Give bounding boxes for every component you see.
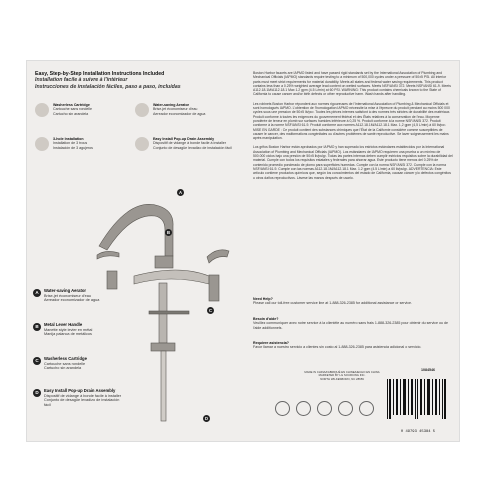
feature-water-saving-aerator bbox=[135, 103, 225, 117]
legend-fr: Cartouche sans rondelle bbox=[44, 361, 86, 366]
legend-b bbox=[33, 323, 124, 337]
heading-fr: Installation facile à suivre à l'intérieur bbox=[35, 77, 128, 84]
model-number: 1084546 bbox=[421, 368, 435, 372]
install-headings bbox=[35, 71, 240, 90]
legend-title: Metal Lever Handle bbox=[44, 322, 83, 327]
feature-es: Aereador economizador de agua bbox=[153, 111, 206, 116]
callout-a: A bbox=[178, 190, 183, 195]
lead-free-icon bbox=[317, 401, 332, 416]
made-in-text: MADE IN CHINA/FABRIQUÉ EN CHINE/HECHO EN CHINA MARKETED BY LG SOURCING INC. NORTH WILKESBORO, NC 28659 bbox=[304, 370, 380, 381]
help-fr bbox=[253, 317, 453, 330]
legend-c bbox=[33, 357, 124, 371]
cartridge-icon bbox=[35, 103, 49, 117]
legend-letter: B bbox=[33, 323, 41, 331]
feature-es: Conjunto de desagüe levadizo de instalación fácil bbox=[153, 145, 232, 150]
feature-3-hole bbox=[35, 137, 125, 151]
legend-fr: Brise-jet économiseur d'eau bbox=[44, 293, 91, 298]
iapmo-cert-icon bbox=[275, 401, 290, 416]
heading-en: Easy, Step-by-Step Installation Instructions Included bbox=[35, 71, 165, 77]
help-text: Please call our toll-free customer service line at 1-888-326-2385 for additional assistance or service. bbox=[253, 301, 413, 306]
california-warning-icon bbox=[359, 401, 374, 416]
compliance-es: Los grifos Boston Harbor están aprobados por IAPMO y han superado los estrictos estándares establecidos por la International Association of Plumbing and Mechanical Officials (IAPMO). Los estándares de IAPMO requieren una prueba a un mínimo de 500.000 ciclos bajo una presión de 50±5 lb/pulg². Todas las partes internas deben cumplir estrictos requisitos sobre la durabilidad del material. Cumple con todos los requisitos estatales y federales para ahorrar agua. Este producto tiene menos del 0.25% de contenido promedio ponderado de plomo para superficies humedas. Cumple con la norma NSF/ANSI 372. Cumple con la norma NSF/ANSI 61-9. Cumple con las normas A112.18.1M/A112.18.1 Max. 1.2 gpm (4.5 L/min) a 60 lb/pulg². ADVERTENCIA: Este artículo contiene productos químicos que, según los conocimientos del estado de California, causan cáncer y/o defectos congénitos u otros daños reproductivos. Lávese las manos después de usarlo. bbox=[253, 145, 453, 180]
callout-b: B bbox=[166, 230, 171, 235]
accessibility-icon bbox=[338, 401, 353, 416]
legend-a bbox=[33, 289, 124, 303]
legend-title: Washerless Cartridge bbox=[44, 356, 87, 361]
heading-es: Instrucciones de instalación fáciles, paso a paso, incluidas bbox=[35, 83, 181, 90]
faucet-deck bbox=[134, 270, 209, 284]
legend-title: Easy Install Pop-up Drain Assembly bbox=[44, 388, 116, 393]
legend-d bbox=[33, 389, 124, 407]
recycle-icon bbox=[296, 401, 311, 416]
help-text: Veuillez communiquer avec notre service à la clientèle au numéro sans frais 1-888-326-2385 pour obtenir du service ou de l'aide additionnels. bbox=[253, 321, 448, 330]
feature-drain bbox=[135, 137, 241, 151]
help-title: Besoin d'aide? bbox=[253, 317, 279, 321]
callout-c: C bbox=[208, 308, 213, 313]
legend-es: Manija palanca de metálicos bbox=[44, 332, 92, 337]
drain-icon bbox=[135, 137, 149, 151]
legend-letter: C bbox=[33, 357, 41, 365]
feature-title: Water-saving Aerator bbox=[153, 103, 190, 107]
three-hole-icon bbox=[35, 137, 49, 151]
feature-es: Cartucho sin arandela bbox=[53, 111, 89, 116]
drain-nut bbox=[151, 343, 175, 351]
left-valve bbox=[107, 271, 117, 289]
legend-letter: D bbox=[33, 389, 41, 397]
compliance-fr: Les robinets Boston Harbor répondent aux normes rigoureuses de l'International Association of Plumbing & Mechanical Officials et sont homologués IAPMO. L'obtention de l'homologation IAPMO nécessite la mise à l'épreuve du produit pendant au moins 500 000 cycles sous une pression de 50±5 lb/po². Toutes les pièces internes satisfont à des normes très strictes de durabilité des matériaux. Produit conforme à toutes les exigences du gouvernement fédéral et des États relatives à la conservation de l'eau. Moyenne pondérée de teneur en plomb sur surfaces humides inférieure à 0,25 %. Produit conforme à la norme NSF/ANSI 372. Produit conforme à la norme NSF/ANSI 61-9. Produit conforme aux normes A112.18.1M/A112.18.1 Max. 1,2 gpm (4,5 L/min) à 60 lb/po². MISE EN GARDE : Ce produit contient des substances chimiques que l'État de la Californie considère comme susceptibles de causer le cancer, des malformations congénitales ou d'autres problèmes de santé reproductive. Se laver soigneusement les mains après manipulation. bbox=[253, 101, 451, 141]
water-drop-icon bbox=[135, 103, 149, 117]
right-handle bbox=[207, 250, 229, 263]
callout-d: D bbox=[204, 416, 209, 421]
faucet-body bbox=[155, 256, 173, 268]
right-valve bbox=[209, 275, 219, 301]
feature-fr: Installation de 3 trous bbox=[53, 141, 88, 146]
feature-title: Easy Install Pop-up Drain Assembly bbox=[153, 137, 215, 141]
barcode bbox=[383, 375, 453, 435]
certification-marks bbox=[275, 401, 374, 416]
barcode-digits: 0 49793 45384 5 bbox=[400, 430, 436, 434]
legend-es: Conjunto de desagüe levadizo de instalación fácil bbox=[44, 398, 120, 407]
left-handle bbox=[97, 251, 119, 259]
compliance-text bbox=[253, 71, 453, 185]
legend-fr: Manette style levier en métal bbox=[44, 327, 93, 332]
legend-fr: Dispositif de vidange à bonde facile à installer bbox=[44, 393, 122, 398]
barcode-bars bbox=[383, 375, 453, 425]
legend-title: Water-saving Aerator bbox=[44, 288, 87, 293]
feature-es: Instalación de 3 agujeros bbox=[53, 145, 93, 150]
feature-washerless-cartridge bbox=[35, 103, 125, 117]
compliance-en: Boston Harbor faucets are IAPMO listed and have passed rigid standards set by the International Association of Plumbing and Mechanical Officials (IAPMO) standards require testing to a minimum of 500,000 cycles under a pressure of 50±5 PSI. All interior parts must meet strict requirements for material durability. Meets all states and federal water saving requirements. This product contains less than a 0.25% weighted average lead content on wetted surfaces. Meets NSF/ANSI 372. Meets NSF/ANSI 61-9. Meets A112.18.1M/A112.18.1 Max 1.2 gpm (4.5 L/min) at 60 PSI. WARNING: This product contains chemicals known to the State of California to cause cancer and/or birth defects or other reproductive harm. Wash hands after handling. bbox=[253, 71, 451, 97]
feature-fr: Cartouche sans rondelle bbox=[53, 107, 92, 112]
package-back-panel bbox=[26, 60, 460, 442]
legend-letter: A bbox=[33, 289, 41, 297]
legend-es: Cartucho sin arandela bbox=[44, 366, 82, 371]
help-title: Need Help? bbox=[253, 297, 273, 301]
drain-pipe bbox=[161, 351, 166, 421]
feature-title: 3-hole Installation bbox=[53, 137, 84, 141]
pivot-rod bbox=[149, 311, 189, 314]
faucet-spout bbox=[99, 204, 173, 256]
feature-title: Washerless Cartridge bbox=[53, 103, 90, 107]
help-en bbox=[253, 297, 453, 306]
help-es bbox=[253, 341, 453, 350]
legend-es: Aereador economizador de agua bbox=[44, 298, 100, 303]
help-title: Requiere asistencia? bbox=[253, 341, 289, 345]
feature-fr: Dispositif de vidange à bonde facile à installer bbox=[153, 141, 226, 146]
feature-fr: Brise-jet économiseur d'eau bbox=[153, 107, 198, 112]
help-text: Favor llamar a nuestro servicio a clientes sin costo al 1-888-326-2385 para asistencia adicional o servicio. bbox=[253, 345, 422, 350]
